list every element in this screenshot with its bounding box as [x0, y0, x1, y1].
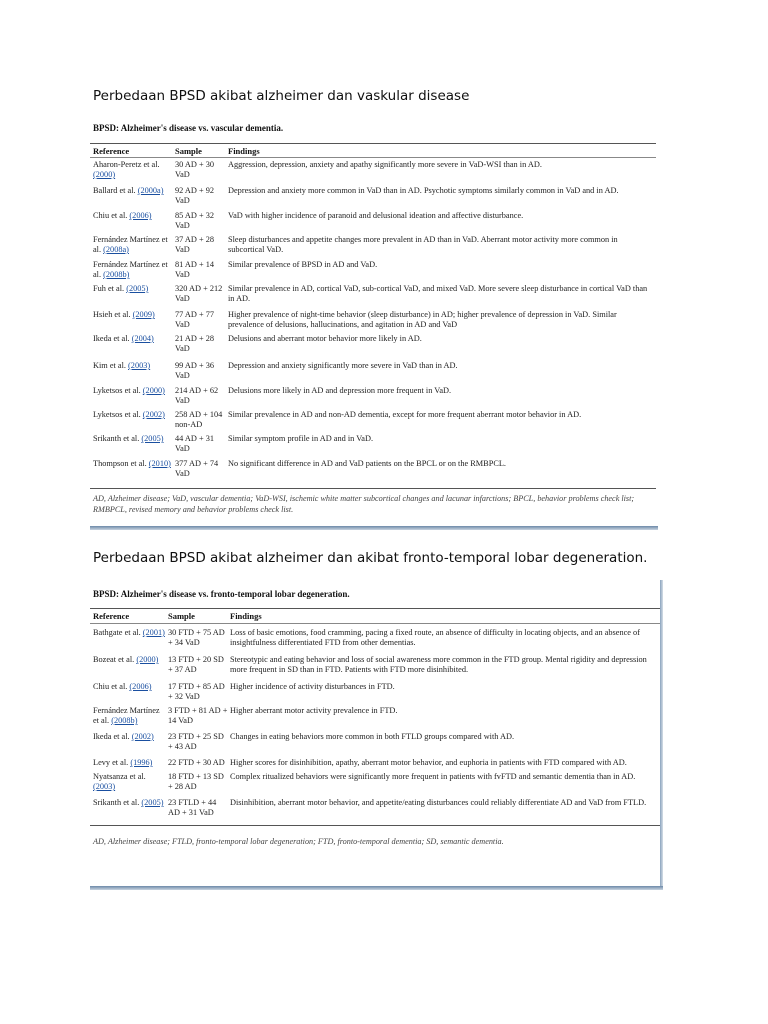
table2-sample-cell	[168, 758, 225, 768]
reference-year-link[interactable]: (2010)	[148, 459, 171, 468]
table2-header-sample: Sample	[168, 611, 195, 621]
table1-reference-cell	[93, 211, 173, 221]
table1-findings-cell	[228, 410, 581, 420]
findings-line: Complex ritualized behaviors were significantly more frequent in patients with fvFTD and semantic dementia than in AD.	[230, 772, 636, 781]
sample-line: + 34 VaD	[168, 638, 200, 647]
findings-line: insightfulness differentiated FTD from other dementias.	[230, 638, 416, 647]
reference-year-link[interactable]: (2000)	[136, 655, 159, 664]
reference-year-link[interactable]: (2006)	[129, 211, 152, 220]
table1-reference-cell	[93, 334, 173, 344]
table1-shadow	[90, 526, 658, 530]
table1-reference-cell	[93, 386, 173, 396]
sample-line: VaD	[175, 294, 190, 303]
sample-line: VaD	[175, 320, 190, 329]
reference-year-link[interactable]: (2008b)	[111, 716, 138, 725]
table1-sample-cell	[175, 211, 214, 231]
reference-author: Srikanth et al.	[93, 798, 142, 807]
table2-header-rule	[90, 623, 660, 624]
table1-sample-cell	[175, 334, 214, 354]
findings-line: Similar prevalence in AD, cortical VaD, sub-cortical VaD, and mixed VaD. More severe sleep disturbance in cortical VaD than	[228, 284, 648, 293]
sample-line: 13 FTD + 20 SD	[168, 655, 224, 664]
findings-line: Delusions and aberrant motor behavior more likely in AD.	[228, 334, 422, 343]
table1-findings-cell	[228, 310, 617, 330]
reference-year-link[interactable]: (2003)	[93, 782, 116, 791]
table1-findings-cell	[228, 459, 506, 469]
sample-line: VaD	[175, 444, 190, 453]
reference-author: Lyketsos et al.	[93, 410, 143, 419]
reference-author: Levy et al.	[93, 758, 131, 767]
table2-findings-cell	[230, 732, 514, 742]
table2-footnote	[93, 836, 504, 847]
reference-author: Ikeda et al.	[93, 732, 132, 741]
table2-sample-cell	[168, 682, 225, 702]
findings-line: Similar symptom profile in AD and in VaD.	[228, 434, 374, 443]
reference-year-link[interactable]: (2000)	[93, 170, 116, 179]
findings-line: Higher scores for disinhibition, apathy, aberrant motor behavior, and euphoria in patients with FTD compared with AD.	[230, 758, 627, 767]
table1-findings-cell	[228, 160, 542, 170]
reference-author: Srikanth et al.	[93, 434, 142, 443]
table1-sample-cell	[175, 434, 214, 454]
table1-footnote-line: RMBPCL, revised memory and behavior problems check list.	[93, 505, 294, 514]
findings-line: Stereotypic and eating behavior and loss of social awareness more common in the FTD group. Mental rigidity and depression	[230, 655, 647, 664]
findings-line: Higher aberrant motor activity prevalence in FTD.	[230, 706, 398, 715]
sample-line: 214 AD + 62	[175, 386, 219, 395]
table2-sample-cell	[168, 655, 224, 675]
sample-line: 17 FTD + 85 AD	[168, 682, 225, 691]
table2-header-findings: Findings	[230, 611, 262, 621]
reference-year-link[interactable]: (2000a)	[137, 186, 164, 195]
reference-author: Fernández Martínez et al.	[93, 235, 168, 254]
table1-sample-cell	[175, 160, 214, 180]
findings-line: Aggression, depression, anxiety and apathy significantly more severe in VaD-WSI than in AD.	[228, 160, 542, 169]
table1-reference-cell	[93, 310, 173, 320]
table2-panel	[90, 580, 660, 886]
sample-line: 81 AD + 14	[175, 260, 215, 269]
table1-findings-cell	[228, 284, 647, 304]
table2-sample-cell	[168, 628, 225, 648]
findings-line: in AD.	[228, 294, 251, 303]
table1-sample-cell	[175, 410, 222, 430]
reference-author: Bathgate et al.	[93, 628, 143, 637]
reference-year-link[interactable]: (2004)	[131, 334, 154, 343]
sample-line: non-AD	[175, 420, 203, 429]
table1-sample-cell	[175, 386, 218, 406]
table1-reference-cell	[93, 459, 173, 469]
sample-line: 99 AD + 36	[175, 361, 215, 370]
table1-footnote	[93, 493, 634, 515]
reference-year-link[interactable]: (1996)	[130, 758, 153, 767]
table1-header-reference: Reference	[93, 146, 130, 156]
reference-year-link[interactable]: (2002)	[131, 732, 154, 741]
findings-line: Higher prevalence of night-time behavior (sleep disturbance) in AD; higher prevalence of depression in VaD. Similar	[228, 310, 617, 319]
reference-year-link[interactable]: (2005)	[141, 798, 164, 807]
table1-sample-cell	[175, 284, 222, 304]
sample-line: 14 VaD	[168, 716, 193, 725]
sample-line: 92 AD + 92	[175, 186, 215, 195]
table2-header-reference: Reference	[93, 611, 130, 621]
findings-line: Delusions more likely in AD and depression more frequent in VaD.	[228, 386, 452, 395]
table1-sample-cell	[175, 459, 218, 479]
table1-sample-cell	[175, 310, 214, 330]
findings-line: No significant difference in AD and VaD patients on the BPCL or on the RMBPCL.	[228, 459, 506, 468]
sample-line: VaD	[175, 344, 190, 353]
table2-reference-cell	[93, 772, 166, 792]
table2-sample-cell	[168, 706, 227, 726]
sample-line: 18 FTD + 13 SD	[168, 772, 224, 781]
sample-line: 377 AD + 74	[175, 459, 219, 468]
table1-reference-cell	[93, 284, 173, 294]
table2-reference-cell	[93, 655, 166, 665]
reference-author: Chiu et al.	[93, 211, 130, 220]
table2-findings-cell	[230, 798, 646, 808]
sample-line: VaD	[175, 396, 190, 405]
findings-line: Depression and anxiety significantly more severe in VaD than in AD.	[228, 361, 458, 370]
reference-author: Ballard et al.	[93, 186, 138, 195]
table1-sample-cell	[175, 186, 214, 206]
sample-line: 44 AD + 31	[175, 434, 215, 443]
findings-line: Changes in eating behaviors more common in both FTLD groups compared with AD.	[230, 732, 515, 741]
sample-line: + 32 VaD	[168, 692, 200, 701]
table2-reference-cell	[93, 732, 166, 742]
table1-findings-cell	[228, 386, 451, 396]
sample-line: 320 AD + 212	[175, 284, 223, 293]
reference-author: Bozeat et al.	[93, 655, 137, 664]
reference-author: Fernández Martínez et al.	[93, 260, 168, 279]
table2-findings-cell	[230, 628, 640, 648]
sample-line: VaD	[175, 469, 190, 478]
table1-header-rule	[90, 157, 656, 158]
findings-line: VaD with higher incidence of paranoid and delusional ideation and affective disturbance.	[228, 211, 524, 220]
sample-line: VaD	[175, 245, 190, 254]
reference-year-link[interactable]: (2008a)	[103, 245, 129, 254]
table1-bottom-rule	[90, 488, 656, 489]
sample-line: 258 AD + 104	[175, 410, 223, 419]
sample-line: + 43 AD	[168, 742, 197, 751]
sample-line: 22 FTD + 30 AD	[168, 758, 225, 767]
table2-shadow-bottom	[90, 886, 663, 890]
findings-line: Disinhibition, aberrant motor behavior, and appetite/eating disturbances could reliably differentiate AD and VaD from FTLD.	[230, 798, 647, 807]
sample-line: + 28 AD	[168, 782, 197, 791]
table1-panel	[90, 116, 656, 526]
reference-year-link[interactable]: (2005)	[141, 434, 164, 443]
table2-sample-cell	[168, 732, 224, 752]
sample-line: 23 FTD + 25 SD	[168, 732, 224, 741]
table1-reference-cell	[93, 235, 173, 255]
table2-sample-cell	[168, 798, 216, 818]
table2-bottom-rule	[90, 825, 660, 826]
findings-line: Higher incidence of activity disturbances in FTD.	[230, 682, 395, 691]
table1-findings-cell	[228, 235, 618, 255]
table1-reference-cell	[93, 361, 173, 371]
reference-year-link[interactable]: (2001)	[142, 628, 165, 637]
table2-reference-cell	[93, 682, 166, 692]
sample-line: 3 FTD + 81 AD +	[168, 706, 228, 715]
sample-line: 37 AD + 28	[175, 235, 215, 244]
findings-line: prevalence of delusions, hallucinations, and agitation in AD and VaD	[228, 320, 458, 329]
sample-line: VaD	[175, 221, 190, 230]
reference-author: Hsieh et al.	[93, 310, 133, 319]
table2-footnote-line: AD, Alzheimer disease; FTLD, fronto-temporal lobar degeneration; FTD, fronto-temporal dementia; SD, semantic dementia.	[93, 837, 504, 846]
findings-line: Similar prevalence in AD and non-AD dementia, except for more frequent aberrant motor behavior in AD.	[228, 410, 582, 419]
findings-line: subcortical VaD.	[228, 245, 284, 254]
table1-sample-cell	[175, 260, 214, 280]
section1-heading: Perbedaan BPSD akibat alzheimer dan vaskular disease	[93, 88, 470, 104]
sample-line: + 37 AD	[168, 665, 197, 674]
table1-reference-cell	[93, 160, 173, 180]
sample-line: 23 FTLD + 44	[168, 798, 217, 807]
table2-findings-cell	[230, 655, 647, 675]
sample-line: 30 AD + 30	[175, 160, 215, 169]
table1-header-findings: Findings	[228, 146, 260, 156]
sample-line: 30 FTD + 75 AD	[168, 628, 225, 637]
reference-author: Aharon-Peretz et al.	[93, 160, 160, 169]
table1-caption: BPSD: Alzheimer's disease vs. vascular dementia.	[93, 123, 284, 133]
table2-caption: BPSD: Alzheimer's disease vs. fronto-temporal lobar degeneration.	[93, 589, 350, 599]
findings-line: Loss of basic emotions, food cramming, pacing a fixed route, an absence of difficulty in locating objects, and an absence of	[230, 628, 640, 637]
table2-reference-cell	[93, 798, 166, 808]
reference-author: Ikeda et al.	[93, 334, 132, 343]
reference-author: Fuh et al.	[93, 284, 127, 293]
reference-year-link[interactable]: (2005)	[126, 284, 149, 293]
table1-reference-cell	[93, 186, 173, 196]
findings-line: more frequent in SD than in FTD. Patients with FTD more disinhibited.	[230, 665, 469, 674]
table1-sample-cell	[175, 361, 214, 381]
sample-line: VaD	[175, 170, 190, 179]
reference-author: Fernández Martínez et al.	[93, 706, 160, 725]
table2-findings-cell	[230, 772, 635, 782]
sample-line: VaD	[175, 371, 190, 380]
reference-author: Nyatsanza et al.	[93, 772, 146, 781]
table1-reference-cell	[93, 434, 173, 444]
table1-findings-cell	[228, 361, 458, 371]
table1-findings-cell	[228, 434, 373, 444]
sample-line: 85 AD + 32	[175, 211, 215, 220]
sample-line: AD + 31 VaD	[168, 808, 214, 817]
table2-findings-cell	[230, 758, 627, 768]
table2-top-rule	[90, 608, 660, 609]
table2-reference-cell	[93, 706, 166, 726]
reference-year-link[interactable]: (2009)	[132, 310, 155, 319]
table2-findings-cell	[230, 706, 398, 716]
table1-findings-cell	[228, 211, 523, 221]
findings-line: Similar prevalence of BPSD in AD and VaD.	[228, 260, 378, 269]
table1-findings-cell	[228, 260, 377, 270]
table2-findings-cell	[230, 682, 395, 692]
table1-reference-cell	[93, 410, 173, 420]
reference-author: Chiu et al.	[93, 682, 130, 691]
reference-year-link[interactable]: (2003)	[128, 361, 151, 370]
table1-header-sample: Sample	[175, 146, 202, 156]
sample-line: VaD	[175, 196, 190, 205]
section2-heading: Perbedaan BPSD akibat alzheimer dan akibat fronto-temporal lobar degeneration.	[93, 550, 648, 566]
reference-year-link[interactable]: (2008b)	[103, 270, 130, 279]
sample-line: VaD	[175, 270, 190, 279]
reference-year-link[interactable]: (2002)	[142, 410, 165, 419]
table1-footnote-line: AD, Alzheimer disease; VaD, vascular dementia; VaD-WSI, ischemic white matter subcortical changes and lacunar infarctions; BPCL, behavior problems check list;	[93, 494, 635, 503]
table1-sample-cell	[175, 235, 214, 255]
reference-year-link[interactable]: (2000)	[142, 386, 165, 395]
table2-reference-cell	[93, 758, 166, 768]
findings-line: Sleep disturbances and appetite changes more prevalent in AD than in VaD. Aberrant motor activity more common in	[228, 235, 618, 244]
reference-author: Thompson et al.	[93, 459, 149, 468]
table1-findings-cell	[228, 186, 619, 196]
reference-author: Kim et al.	[93, 361, 129, 370]
table2-reference-cell	[93, 628, 166, 638]
table2-sample-cell	[168, 772, 224, 792]
reference-author: Lyketsos et al.	[93, 386, 143, 395]
sample-line: 77 AD + 77	[175, 310, 215, 319]
table1-top-rule	[90, 143, 656, 144]
table1-findings-cell	[228, 334, 422, 344]
table2-shadow-right	[660, 580, 663, 890]
table1-reference-cell	[93, 260, 173, 280]
findings-line: Depression and anxiety more common in VaD than in AD. Psychotic symptoms similarly common in VaD and in AD.	[228, 186, 619, 195]
reference-year-link[interactable]: (2006)	[129, 682, 152, 691]
sample-line: 21 AD + 28	[175, 334, 215, 343]
